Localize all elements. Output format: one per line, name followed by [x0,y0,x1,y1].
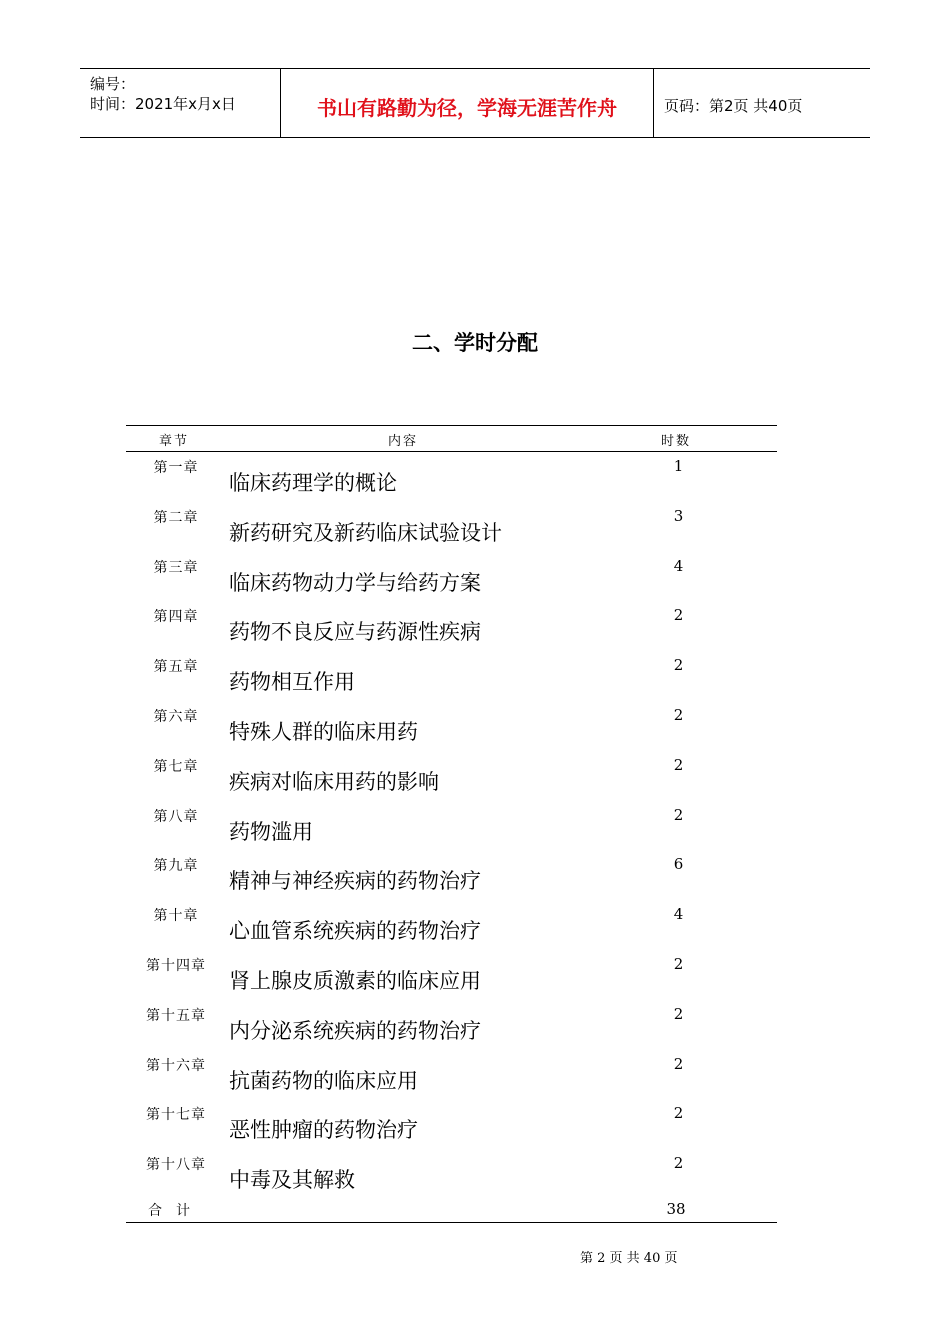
table-row [126,999,777,1049]
table-row [126,1148,777,1198]
row-hours: 1 [673,457,684,475]
row-hours: 6 [673,855,684,874]
row-hours: 2 [673,1154,684,1173]
row-content: 药物相互作用 [229,670,355,695]
row-content: 临床药理学的概论 [229,471,397,495]
table-row [126,750,777,800]
row-chapter: 第十四章 [146,958,206,974]
row-chapter: 第十七章 [146,1107,206,1124]
row-content: 抗菌药物的临床应用 [229,1068,418,1093]
row-chapter: 第十八章 [146,1157,206,1174]
row-content: 疾病对临床用药的影响 [229,769,439,794]
row-hours: 2 [673,955,684,973]
total-row [126,1200,777,1222]
row-chapter: 第四章 [153,609,199,626]
row-chapter: 第三章 [153,559,199,576]
total-hours: 38 [666,1200,686,1218]
row-content: 恶性肿瘤的药物治疗 [229,1118,418,1143]
row-hours: 2 [673,1004,684,1023]
row-hours: 2 [673,706,684,724]
table-row [126,451,777,501]
page-header [80,68,870,138]
header-hours: 时数 [661,434,692,449]
row-hours: 2 [673,805,684,824]
row-content: 新药研究及新药临床试验设计 [229,520,502,545]
time-label: 时间：2021年x月x日 [90,95,236,113]
row-chapter: 第五章 [153,659,199,676]
table-row [126,600,777,650]
header-content: 内容 [388,434,419,449]
table-top-rule [126,425,777,426]
row-hours: 2 [673,606,684,625]
header-page-info: 页码：第2页 共40页 [664,97,803,115]
row-chapter: 第二章 [153,509,199,526]
row-chapter: 第六章 [153,709,199,725]
table-row [126,551,777,601]
table-row [126,800,777,850]
row-content: 临床药物动力学与给药方案 [229,570,481,595]
row-content: 心血管系统疾病的药物治疗 [229,919,481,944]
header-chapter: 章节 [159,434,190,449]
row-chapter: 第七章 [153,758,199,775]
row-hours: 4 [673,556,684,575]
table-row [126,849,777,899]
header-meta [80,69,281,137]
row-hours: 2 [673,1054,684,1073]
table-row [126,949,777,999]
row-chapter: 第十章 [153,908,199,925]
row-content: 中毒及其解救 [229,1168,355,1193]
table-row [126,700,777,750]
row-content: 特殊人群的临床用药 [229,720,418,744]
header-motto-cell [281,69,654,137]
table-row [126,899,777,949]
header-page-cell [654,69,870,137]
table-row [126,1049,777,1099]
row-content: 药物不良反应与药源性疾病 [229,620,481,645]
header-motto: 书山有路勤为径，学海无涯苦作舟 [317,96,617,120]
row-hours: 2 [673,656,684,675]
row-chapter: 第八章 [153,808,199,825]
row-hours: 2 [673,755,684,774]
row-hours: 4 [673,905,684,924]
row-chapter: 第九章 [153,858,199,875]
row-hours: 2 [673,1104,684,1123]
total-label: 合计 [148,1203,204,1219]
row-hours: 3 [673,506,684,525]
row-chapter: 第一章 [153,460,199,476]
number-label: 编号： [90,75,136,93]
table-row [126,1098,777,1148]
page-footer: 第 2 页 共 40 页 [580,1251,678,1266]
row-content: 内分泌系统疾病的药物治疗 [229,1018,481,1043]
table-row [126,650,777,700]
row-content: 肾上腺皮质激素的临床应用 [229,969,481,993]
table-row [126,501,777,551]
row-chapter: 第十六章 [146,1057,206,1074]
row-content: 药物滥用 [229,819,313,844]
row-content: 精神与神经疾病的药物治疗 [229,869,481,894]
table-bottom-rule [126,1222,777,1223]
row-chapter: 第十五章 [146,1007,206,1024]
section-title: 二、学时分配 [412,331,538,355]
